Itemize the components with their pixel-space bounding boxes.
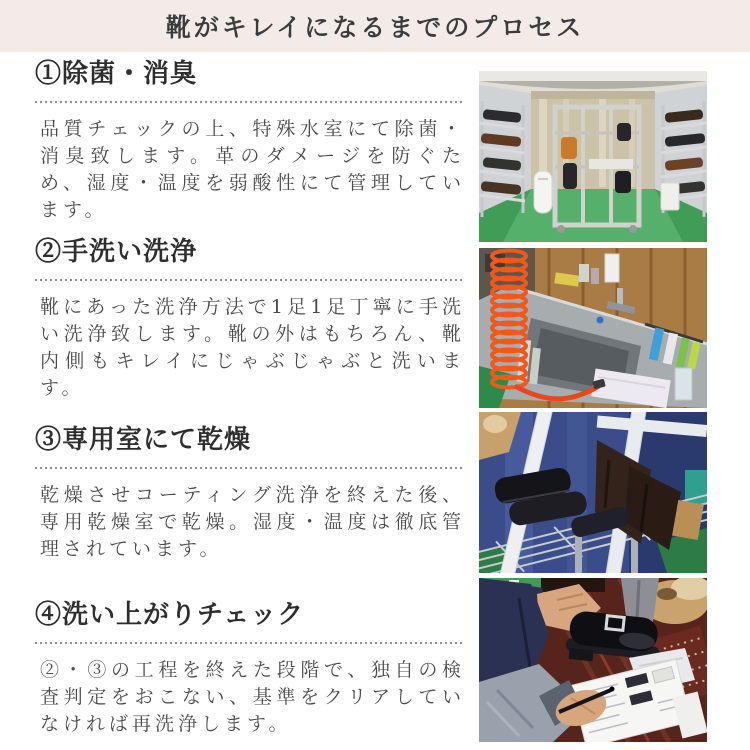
drying-room-photo [479, 412, 707, 573]
page-title: 靴がキレイになるまでのプロセス [165, 13, 585, 42]
page-header [0, 0, 750, 52]
section-drying [35, 424, 465, 563]
section-body: 靴にあった洗浄方法で1足1足丁寧に手洗い洗浄致します。靴の外はもちろん、靴内側もキレイにじゃぶじゃぶと洗います。 [40, 295, 465, 399]
final-check-illustration [479, 578, 707, 742]
dotted-divider [35, 466, 463, 469]
section-heading: ②手洗い洗浄 [35, 237, 198, 267]
disinfection-room-illustration [479, 71, 707, 242]
section-body: ②・③の工程を終えた段階で、独自の検査判定をおこない、基準をクリアしていなければ再洗浄します。 [40, 658, 465, 735]
drying-room-illustration [479, 412, 707, 573]
section-hand-washing [35, 236, 465, 402]
section-final-check [35, 599, 465, 738]
section-heading: ③専用室にて乾燥 [35, 425, 252, 455]
disinfection-room-photo [479, 71, 707, 242]
section-heading: ④洗い上がりチェック [35, 600, 305, 630]
hand-washing-sink-photo [479, 248, 707, 408]
section-body: 品質チェックの上、特殊水室にて除菌・消臭致します。革のダメージを防ぐため、湿度・温度を弱酸性にて管理しています。 [40, 117, 465, 221]
section-body: 乾燥させコーティング洗浄を終えた後、専用乾燥室で乾燥。湿度・温度は徹底管理されています。 [40, 483, 465, 560]
dotted-divider [35, 100, 463, 103]
hand-washing-sink-illustration [479, 248, 707, 408]
final-check-photo [479, 578, 707, 742]
dotted-divider [35, 641, 463, 644]
section-disinfection [35, 58, 465, 224]
dotted-divider [35, 278, 463, 281]
section-heading: ①除菌・消臭 [35, 59, 198, 89]
